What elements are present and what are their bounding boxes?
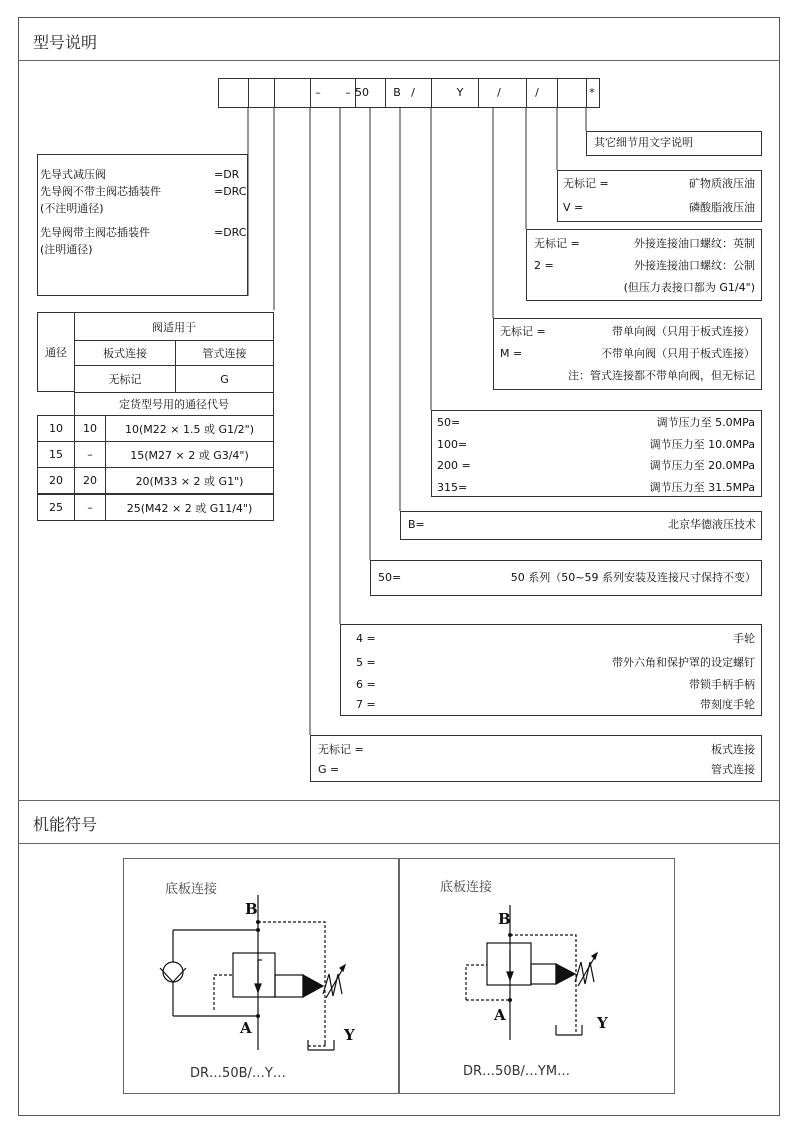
code-cell-7: / <box>411 86 415 99</box>
pressure-reducing-valve-symbol-1 <box>160 895 345 1050</box>
table-header-size: 通径 <box>37 312 75 392</box>
valve-type-code: =DR <box>214 168 240 181</box>
pressure-value: 调节压力至 5.0MPa <box>656 416 755 429</box>
table-cell-plate: – <box>74 494 106 521</box>
code-divider <box>274 78 275 108</box>
series-key: 50= <box>378 571 402 584</box>
code-divider <box>431 78 432 108</box>
series-value: 50 系列（50~59 系列安装及连接尺寸保持不变） <box>510 571 756 584</box>
table-cell-size: 25 <box>37 494 75 521</box>
code-divider <box>385 78 386 108</box>
code-cell-13: * <box>589 86 595 99</box>
pressure-reducing-valve-symbol-2 <box>466 905 597 1040</box>
adjust-key: 7 = <box>356 698 376 711</box>
code-cell-5: 50 <box>355 86 369 99</box>
pressure-key: 200 = <box>437 459 471 472</box>
code-cell-4: – <box>345 86 351 99</box>
connection-key: G = <box>318 763 340 776</box>
symbol-1-port-a: A <box>240 1019 252 1037</box>
port-thread-key: 无标记 = <box>534 237 580 250</box>
symbol-1-port-b: B <box>245 900 258 918</box>
port-thread-value: 外接连接油口螺纹：英制 <box>634 237 755 250</box>
pressure-key: 100= <box>437 438 468 451</box>
table-cell-order: 10(M22 × 1.5 或 G1/2") <box>105 415 274 442</box>
table-cell-plate: 20 <box>74 467 106 494</box>
pressure-value: 调节压力至 31.5MPa <box>649 481 755 494</box>
table-cell-order: 20(M33 × 2 或 G1") <box>105 467 274 494</box>
table-cell-plate: – <box>74 441 106 468</box>
code-divider <box>478 78 479 108</box>
table-header-plate: 板式连接 <box>74 340 176 366</box>
symbol-1-label: 底板连接 <box>165 882 218 897</box>
valve-type-label: (注明通径) <box>40 243 93 256</box>
table-cell-order: 25(M42 × 2 或 G11/4") <box>105 494 274 521</box>
valve-type-label: 先导阀不带主阀芯插装件 <box>40 185 161 198</box>
check-value: 带单向阀（只用于板式连接） <box>612 325 755 338</box>
check-key: 无标记 = <box>500 325 546 338</box>
table-header-pipe: 管式连接 <box>175 340 274 366</box>
valve-type-label: (不注明通径) <box>40 202 104 215</box>
table-header-order: 定货型号用的通径代号 <box>74 392 274 416</box>
adjust-value: 带刻度手轮 <box>700 698 755 711</box>
code-cell-9: Y <box>456 86 464 99</box>
adjust-key: 6 = <box>356 678 376 691</box>
table-cell-plate: 10 <box>74 415 106 442</box>
brand-value: 北京华德液压技术 <box>668 518 756 531</box>
connection-value: 板式连接 <box>711 743 755 756</box>
code-cell-6: B <box>393 86 401 99</box>
check-value: 注：管式连接都不带单向阀，但无标记 <box>568 369 755 382</box>
adjust-key: 5 = <box>356 656 376 669</box>
connection-value: 管式连接 <box>711 763 755 776</box>
other-details-text: 其它细节用文字说明 <box>594 136 693 149</box>
connection-key: 无标记 = <box>318 743 364 756</box>
symbol-2-port-y: Y <box>597 1014 608 1032</box>
port-thread-value: (但压力表接口都为 G1/4") <box>623 281 755 294</box>
adjust-value: 带外六角和保护罩的设定螺钉 <box>612 656 755 669</box>
pressure-value: 调节压力至 20.0MPa <box>649 459 755 472</box>
symbol-2-label: 底板连接 <box>440 880 493 895</box>
table-cell-size: 10 <box>37 415 75 442</box>
pressure-key: 315= <box>437 481 468 494</box>
adjust-value: 带锁手柄手柄 <box>689 678 755 691</box>
symbol-1-caption: DR…50B/…Y… <box>190 1066 286 1081</box>
port-thread-value: 外接连接油口螺纹：公制 <box>634 259 755 272</box>
pressure-value: 调节压力至 10.0MPa <box>649 438 755 451</box>
valve-type-code: =DRC <box>214 185 247 198</box>
symbol-2-caption: DR…50B/…YM… <box>463 1064 571 1079</box>
valve-type-code: =DRC <box>214 226 247 239</box>
check-key: M = <box>500 347 523 360</box>
symbol-1-port-y: Y <box>344 1026 355 1044</box>
code-cell-11: / <box>535 86 539 99</box>
fluid-key: 无标记 = <box>563 177 609 190</box>
check-value: 不带单向阀（只用于板式连接） <box>601 347 755 360</box>
code-divider <box>557 78 558 108</box>
fluid-key: V = <box>563 201 584 214</box>
fluid-value: 矿物质液压油 <box>689 177 755 190</box>
code-divider <box>248 78 249 108</box>
symbol-2-port-b: B <box>498 910 511 928</box>
valve-type-label: 先导阀带主阀芯插装件 <box>40 226 150 239</box>
fluid-value: 磷酸脂液压油 <box>689 201 755 214</box>
section-title-model: 型号说明 <box>33 33 98 52</box>
adjust-value: 手轮 <box>733 632 755 645</box>
section-title-symbol: 机能符号 <box>33 815 98 834</box>
table-header-applicable: 阀适用于 <box>74 312 274 341</box>
table-cell-size: 15 <box>37 441 75 468</box>
table-header-plate-mark: 无标记 <box>74 365 176 393</box>
table-cell-size: 20 <box>37 467 75 494</box>
valve-type-label: 先导式减压阀 <box>40 168 106 181</box>
pressure-key: 50= <box>437 416 461 429</box>
code-cell-3: – <box>315 86 321 99</box>
adjust-key: 4 = <box>356 632 376 645</box>
symbol-2-port-a: A <box>494 1006 506 1024</box>
port-thread-key: 2 = <box>534 259 554 272</box>
table-cell-order: 15(M27 × 2 或 G3/4") <box>105 441 274 468</box>
table-header-pipe-mark: G <box>175 365 274 393</box>
code-cell-10: / <box>497 86 501 99</box>
brand-key: B= <box>408 518 425 531</box>
